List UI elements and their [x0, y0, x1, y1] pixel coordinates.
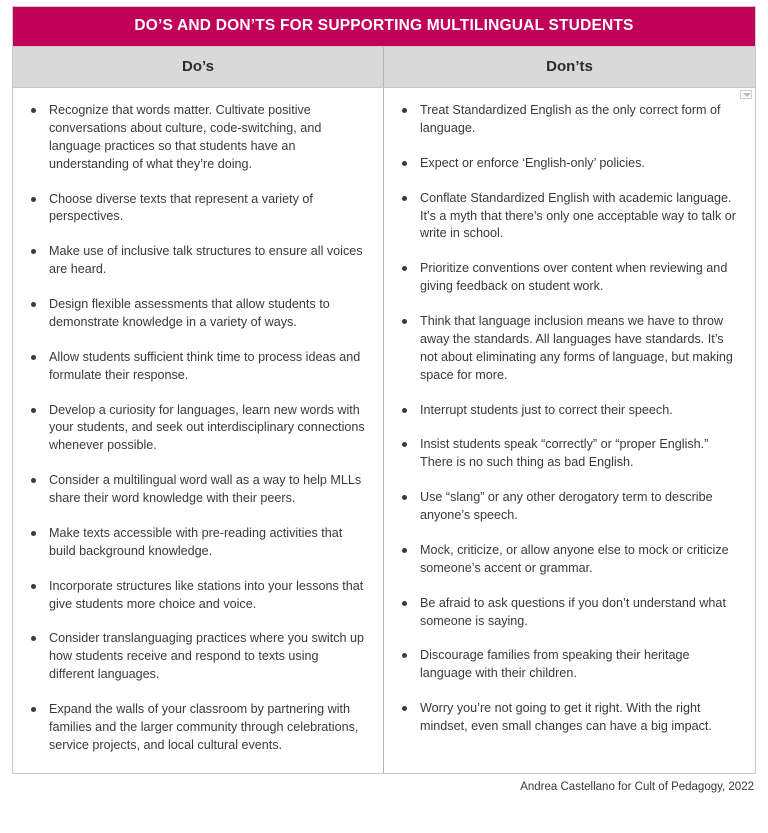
list-item: Prioritize conventions over content when reviewing and giving feedback on student work. — [394, 260, 739, 296]
credit-line: Andrea Castellano for Cult of Pedagogy, 2022 — [520, 780, 754, 793]
list-item: Treat Standardized English as the only correct form of language. — [394, 102, 739, 138]
dos-list — [23, 102, 367, 755]
list-item: Make use of inclusive talk structures to ensure all voices are heard. — [23, 243, 367, 279]
list-item: Develop a curiosity for languages, learn new words with your students, and seek out interdisciplinary connections whenever possible. — [23, 402, 367, 456]
column-dos — [13, 88, 384, 773]
list-item: Expand the walls of your classroom by partnering with families and the larger community through celebrations, service projects, and local cultural events. — [23, 701, 367, 755]
list-item: Think that language inclusion means we have to throw away the standards. All languages have standards. It’s not about eliminating any forms of language, but making space for more. — [394, 313, 739, 385]
list-item: Conflate Standardized English with academic language. It’s a myth that there’s only one acceptable way to talk or write in school. — [394, 190, 739, 244]
dos-and-donts-table — [12, 6, 756, 774]
list-item: Insist students speak “correctly” or “proper English.” There is no such thing as bad English. — [394, 436, 739, 472]
list-item: Consider translanguaging practices where you switch up how students receive and respond to texts using different languages. — [23, 630, 367, 684]
list-item: Expect or enforce ‘English-only’ policies. — [394, 155, 739, 173]
list-item: Recognize that words matter. Cultivate positive conversations about culture, code-switching, and language practices so that students have an understanding of what they’re doing. — [23, 102, 367, 174]
table-header-row — [13, 46, 755, 88]
list-item: Allow students sufficient think time to process ideas and formulate their response. — [23, 349, 367, 385]
chevron-down-icon[interactable] — [740, 90, 752, 99]
column-donts — [384, 88, 755, 773]
column-header-dos: Do’s — [13, 47, 384, 87]
column-header-donts: Don’ts — [546, 58, 593, 75]
list-item: Discourage families from speaking their heritage language with their children. — [394, 647, 739, 683]
list-item: Use “slang” or any other derogatory term to describe anyone’s speech. — [394, 489, 739, 525]
donts-list — [394, 102, 739, 736]
list-item: Design flexible assessments that allow students to demonstrate knowledge in a variety of ways. — [23, 296, 367, 332]
list-item: Choose diverse texts that represent a variety of perspectives. — [23, 191, 367, 227]
list-item: Worry you’re not going to get it right. With the right mindset, even small changes can have a big impact. — [394, 700, 739, 736]
page-title: DO’S AND DON’TS FOR SUPPORTING MULTILINGUAL STUDENTS — [13, 7, 755, 46]
list-item: Be afraid to ask questions if you don’t understand what someone is saying. — [394, 595, 739, 631]
list-item: Mock, criticize, or allow anyone else to mock or criticize someone’s accent or grammar. — [394, 542, 739, 578]
list-item: Make texts accessible with pre-reading activities that build background knowledge. — [23, 525, 367, 561]
list-item: Interrupt students just to correct their speech. — [394, 402, 739, 420]
list-item: Incorporate structures like stations into your lessons that give students more choice and voice. — [23, 578, 367, 614]
list-item: Consider a multilingual word wall as a way to help MLLs share their word knowledge with their peers. — [23, 472, 367, 508]
table-body-row — [13, 88, 755, 773]
